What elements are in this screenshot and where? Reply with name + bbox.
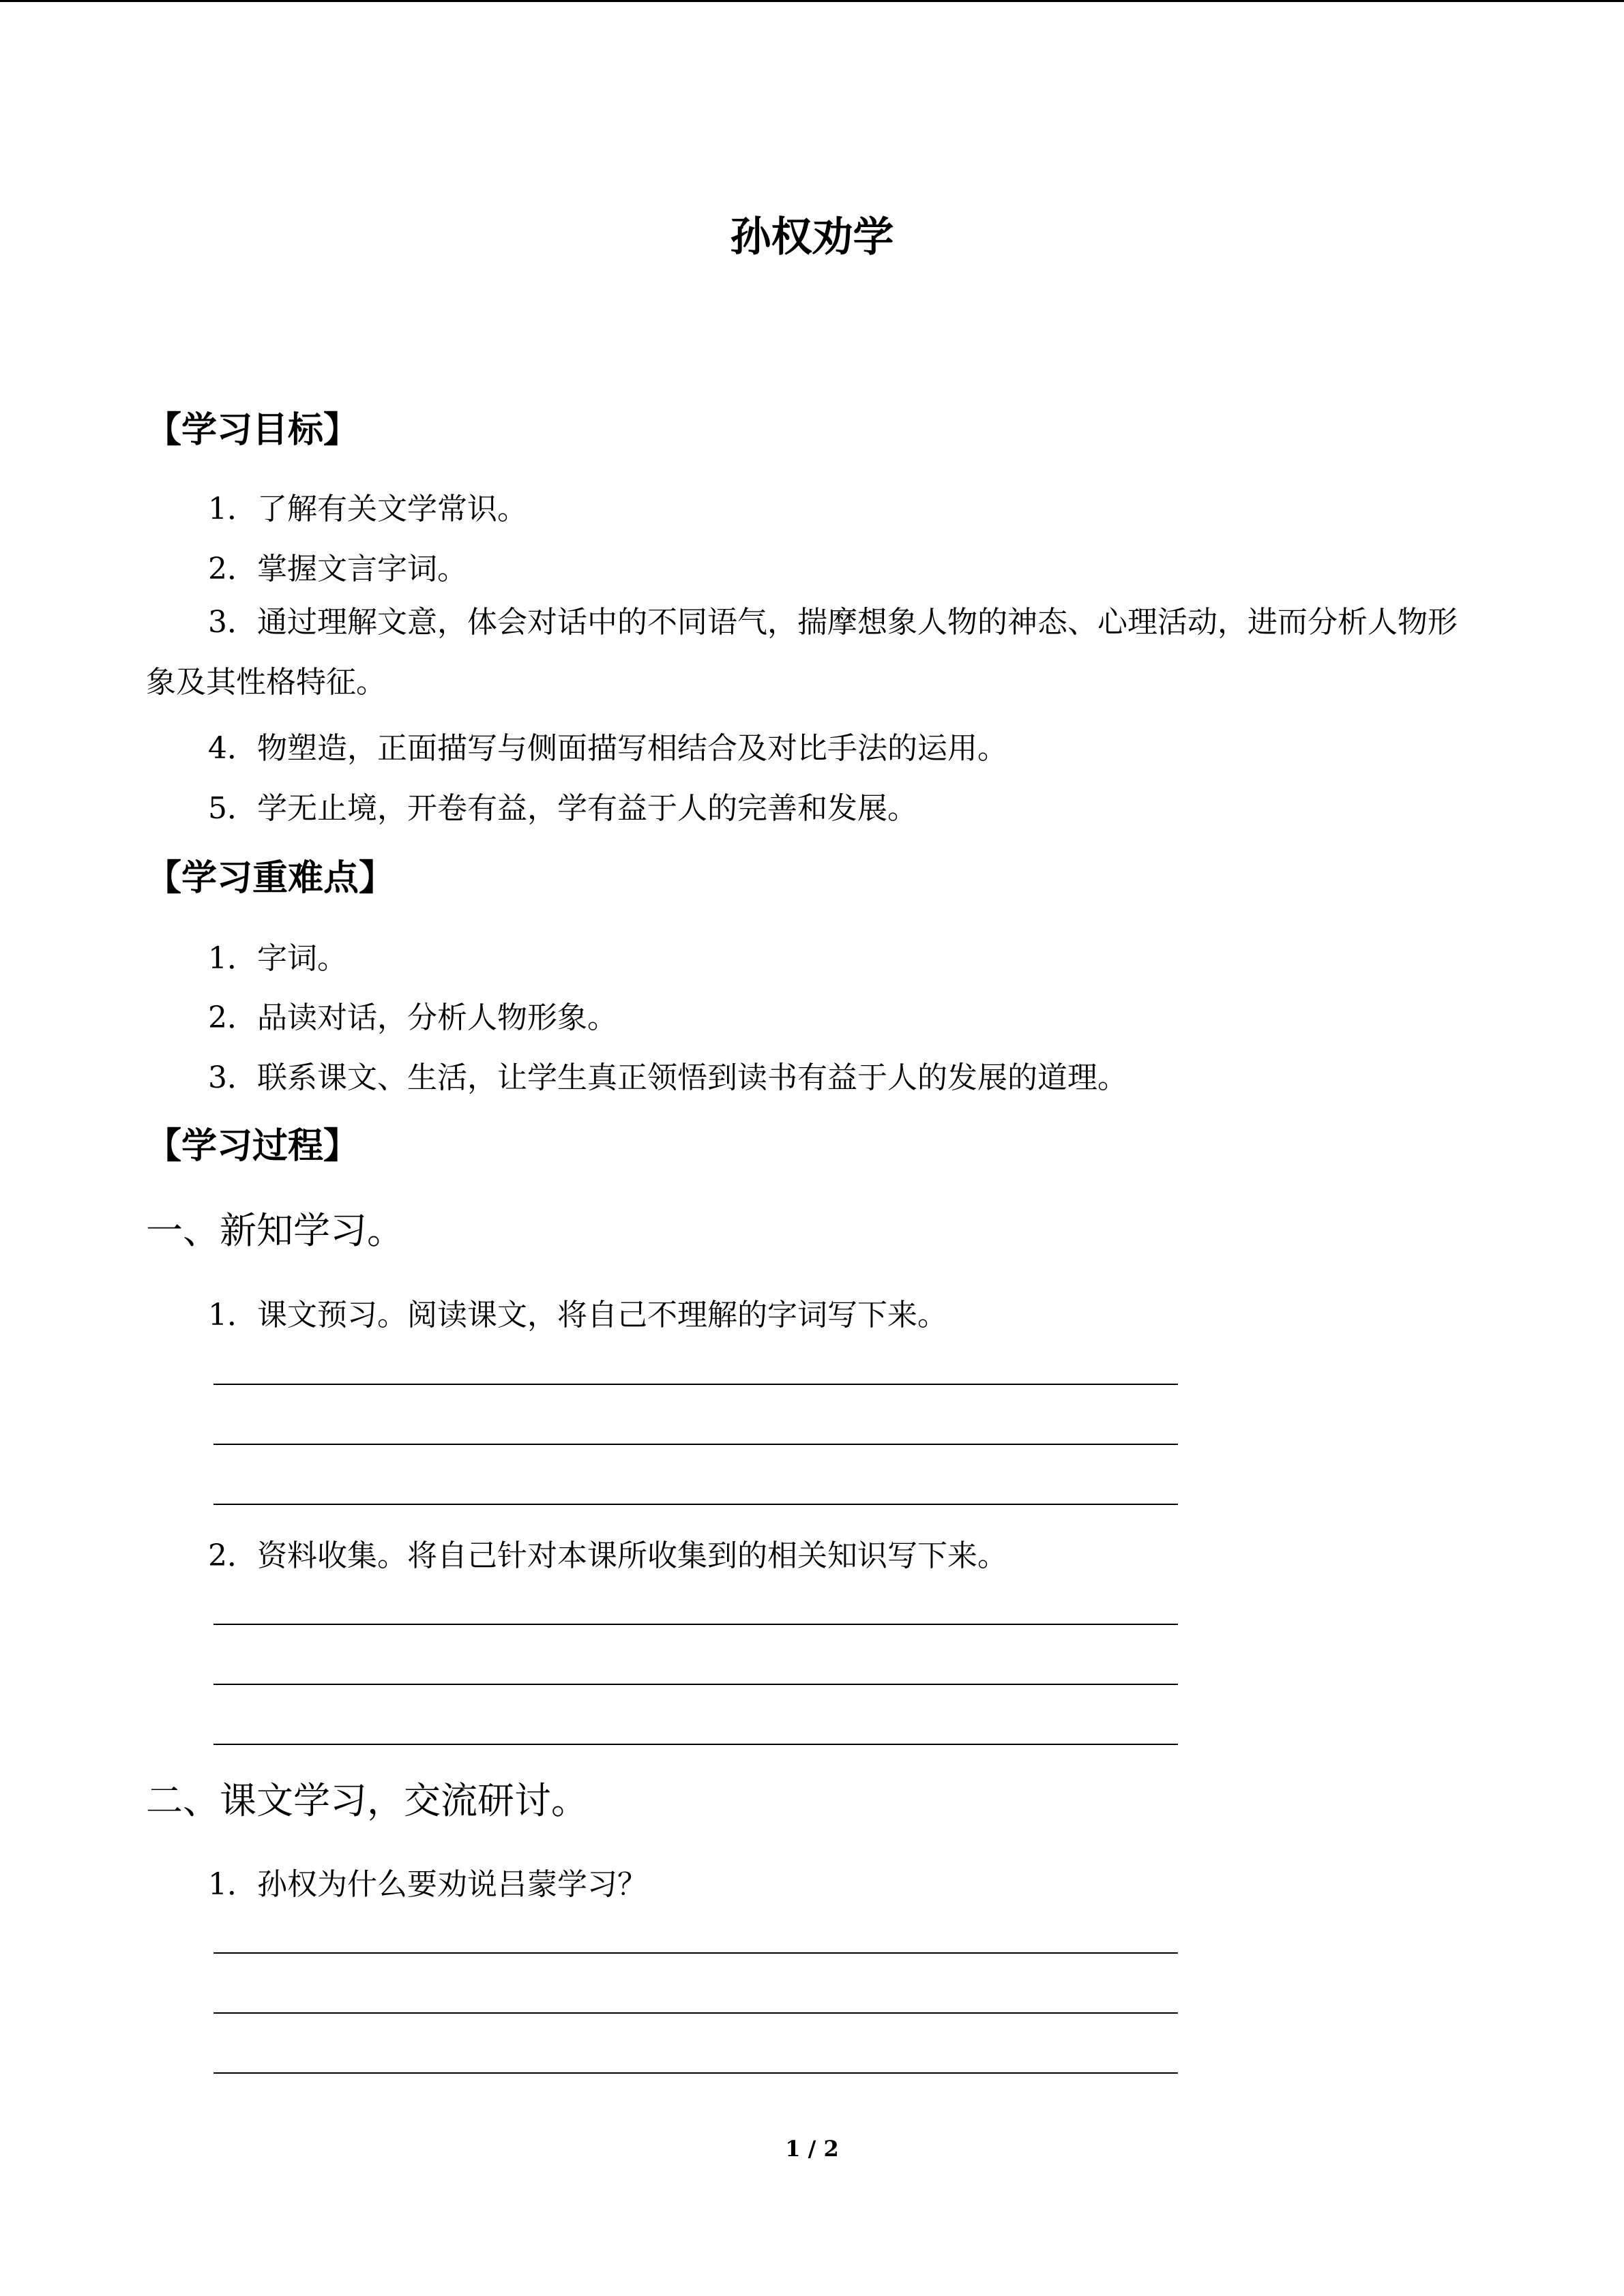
keypoint-item: 1．字词。 <box>208 941 347 976</box>
goal-item: 3．通过理解文意，体会对话中的不同语气，揣摩想象人物的神态、心理活动，进而分析人物形象及其性格特征。 <box>146 605 1458 700</box>
goal-item: 5．学无止境，开卷有益，学有益于人的完善和发展。 <box>208 791 917 826</box>
section-one-title: 一、新知学习。 <box>146 1209 404 1252</box>
keypoint-item: 2．品读对话，分析人物形象。 <box>208 1000 617 1035</box>
answer-line <box>213 1952 1178 1954</box>
answer-line <box>213 2012 1178 2014</box>
answer-line <box>213 1504 1178 1505</box>
goal-item: 1．了解有关文学常识。 <box>208 492 527 526</box>
goal-item: 2．掌握文言字词。 <box>208 552 467 586</box>
question-item: 1．孙权为什么要劝说吕蒙学习？ <box>208 1867 647 1902</box>
goals-heading: 【学习目标】 <box>146 410 359 451</box>
goal-item: 4．物塑造，正面描写与侧面描写相结合及对比手法的运用。 <box>208 731 1007 766</box>
answer-line <box>213 1624 1178 1625</box>
answer-line <box>213 1384 1178 1385</box>
page-title: 孙权劝学 <box>730 213 894 261</box>
process-heading: 【学习过程】 <box>146 1126 359 1167</box>
answer-line <box>213 1744 1178 1745</box>
answer-line <box>213 1444 1178 1445</box>
top-border <box>0 0 1624 2</box>
section-two-title: 二、课文学习，交流研讨。 <box>146 1779 588 1822</box>
answer-line <box>213 2072 1178 2074</box>
keypoints-heading: 【学习重难点】 <box>146 858 395 899</box>
question-item: 2．资料收集。将自己针对本课所收集到的相关知识写下来。 <box>208 1538 1007 1573</box>
keypoint-item: 3．联系课文、生活，让学生真正领悟到读书有益于人的发展的道理。 <box>208 1060 1127 1095</box>
question-item: 1．课文预习。阅读课文，将自己不理解的字词写下来。 <box>208 1298 947 1332</box>
page-number: 1 / 2 <box>785 2136 839 2162</box>
answer-line <box>213 1684 1178 1685</box>
